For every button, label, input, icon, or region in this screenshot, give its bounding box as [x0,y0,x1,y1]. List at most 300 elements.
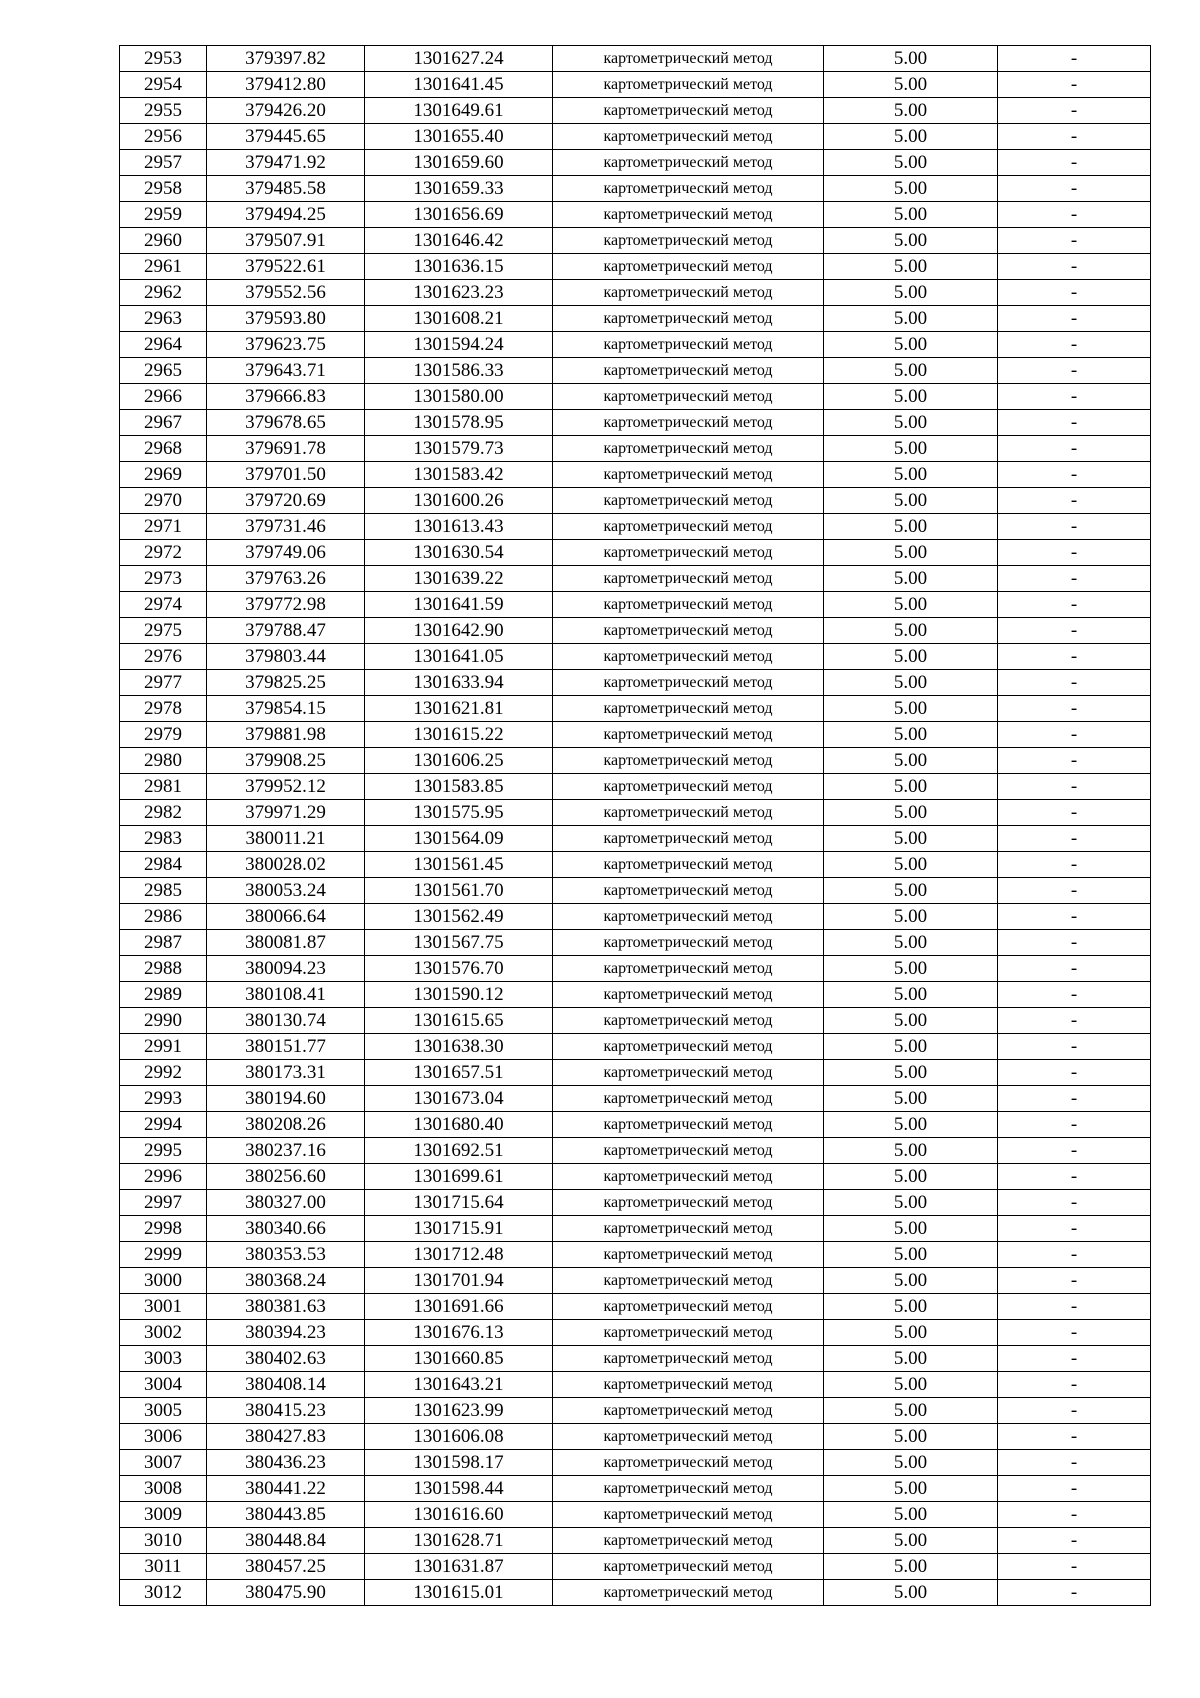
description-cell: - [998,1424,1151,1450]
y-coordinate-cell: 1301586.33 [365,358,553,384]
y-coordinate-cell: 1301580.00 [365,384,553,410]
description-cell: - [998,774,1151,800]
accuracy-cell: 5.00 [824,1268,998,1294]
method-cell: картометрический метод [553,254,824,280]
method-cell: картометрический метод [553,930,824,956]
coordinates-table-body [120,46,1151,1606]
accuracy-cell: 5.00 [824,1164,998,1190]
y-coordinate-cell: 1301641.59 [365,592,553,618]
y-coordinate-cell: 1301594.24 [365,332,553,358]
method-cell: картометрический метод [553,306,824,332]
table-row [120,1086,1151,1112]
table-row [120,644,1151,670]
x-coordinate-cell: 380427.83 [207,1424,365,1450]
accuracy-cell: 5.00 [824,254,998,280]
y-coordinate-cell: 1301606.08 [365,1424,553,1450]
description-cell: - [998,1294,1151,1320]
table-row [120,1346,1151,1372]
accuracy-cell: 5.00 [824,1528,998,1554]
x-coordinate-cell: 379720.69 [207,488,365,514]
accuracy-cell: 5.00 [824,124,998,150]
point-number-cell: 2992 [120,1060,207,1086]
method-cell: картометрический метод [553,124,824,150]
description-cell: - [998,1528,1151,1554]
description-cell: - [998,852,1151,878]
point-number-cell: 2966 [120,384,207,410]
table-row [120,488,1151,514]
point-number-cell: 2995 [120,1138,207,1164]
y-coordinate-cell: 1301633.94 [365,670,553,696]
table-row [120,514,1151,540]
description-cell: - [998,1346,1151,1372]
accuracy-cell: 5.00 [824,514,998,540]
point-number-cell: 3012 [120,1580,207,1606]
method-cell: картометрический метод [553,1502,824,1528]
x-coordinate-cell: 380208.26 [207,1112,365,1138]
y-coordinate-cell: 1301639.22 [365,566,553,592]
y-coordinate-cell: 1301623.23 [365,280,553,306]
table-row [120,1112,1151,1138]
accuracy-cell: 5.00 [824,1138,998,1164]
y-coordinate-cell: 1301673.04 [365,1086,553,1112]
x-coordinate-cell: 380441.22 [207,1476,365,1502]
y-coordinate-cell: 1301615.22 [365,722,553,748]
y-coordinate-cell: 1301598.44 [365,1476,553,1502]
table-row [120,1320,1151,1346]
y-coordinate-cell: 1301613.43 [365,514,553,540]
method-cell: картометрический метод [553,1060,824,1086]
y-coordinate-cell: 1301659.33 [365,176,553,202]
accuracy-cell: 5.00 [824,410,998,436]
x-coordinate-cell: 380237.16 [207,1138,365,1164]
table-row [120,280,1151,306]
method-cell: картометрический метод [553,1528,824,1554]
accuracy-cell: 5.00 [824,800,998,826]
accuracy-cell: 5.00 [824,488,998,514]
point-number-cell: 2973 [120,566,207,592]
method-cell: картометрический метод [553,462,824,488]
method-cell: картометрический метод [553,1112,824,1138]
point-number-cell: 2964 [120,332,207,358]
description-cell: - [998,696,1151,722]
y-coordinate-cell: 1301575.95 [365,800,553,826]
point-number-cell: 2993 [120,1086,207,1112]
method-cell: картометрический метод [553,540,824,566]
accuracy-cell: 5.00 [824,72,998,98]
accuracy-cell: 5.00 [824,462,998,488]
description-cell: - [998,930,1151,956]
table-row [120,1138,1151,1164]
accuracy-cell: 5.00 [824,1294,998,1320]
point-number-cell: 3009 [120,1502,207,1528]
accuracy-cell: 5.00 [824,1372,998,1398]
method-cell: картометрический метод [553,332,824,358]
method-cell: картометрический метод [553,1216,824,1242]
point-number-cell: 2957 [120,150,207,176]
description-cell: - [998,1320,1151,1346]
method-cell: картометрический метод [553,592,824,618]
y-coordinate-cell: 1301630.54 [365,540,553,566]
method-cell: картометрический метод [553,228,824,254]
method-cell: картометрический метод [553,1424,824,1450]
table-row [120,1476,1151,1502]
table-row [120,800,1151,826]
y-coordinate-cell: 1301699.61 [365,1164,553,1190]
point-number-cell: 2994 [120,1112,207,1138]
y-coordinate-cell: 1301576.70 [365,956,553,982]
method-cell: картометрический метод [553,1034,824,1060]
table-row [120,592,1151,618]
description-cell: - [998,176,1151,202]
x-coordinate-cell: 380457.25 [207,1554,365,1580]
description-cell: - [998,1216,1151,1242]
description-cell: - [998,150,1151,176]
point-number-cell: 3011 [120,1554,207,1580]
description-cell: - [998,1580,1151,1606]
y-coordinate-cell: 1301590.12 [365,982,553,1008]
y-coordinate-cell: 1301579.73 [365,436,553,462]
x-coordinate-cell: 380173.31 [207,1060,365,1086]
method-cell: картометрический метод [553,46,824,72]
point-number-cell: 2961 [120,254,207,280]
accuracy-cell: 5.00 [824,1398,998,1424]
y-coordinate-cell: 1301638.30 [365,1034,553,1060]
y-coordinate-cell: 1301631.87 [365,1554,553,1580]
x-coordinate-cell: 380408.14 [207,1372,365,1398]
accuracy-cell: 5.00 [824,436,998,462]
y-coordinate-cell: 1301598.17 [365,1450,553,1476]
method-cell: картометрический метод [553,150,824,176]
description-cell: - [998,332,1151,358]
description-cell: - [998,1008,1151,1034]
x-coordinate-cell: 380194.60 [207,1086,365,1112]
description-cell: - [998,46,1151,72]
method-cell: картометрический метод [553,1268,824,1294]
method-cell: картометрический метод [553,982,824,1008]
method-cell: картометрический метод [553,1398,824,1424]
method-cell: картометрический метод [553,1372,824,1398]
point-number-cell: 2974 [120,592,207,618]
x-coordinate-cell: 379426.20 [207,98,365,124]
x-coordinate-cell: 379908.25 [207,748,365,774]
x-coordinate-cell: 379731.46 [207,514,365,540]
accuracy-cell: 5.00 [824,1476,998,1502]
x-coordinate-cell: 379643.71 [207,358,365,384]
accuracy-cell: 5.00 [824,1112,998,1138]
method-cell: картометрический метод [553,1346,824,1372]
point-number-cell: 2963 [120,306,207,332]
description-cell: - [998,904,1151,930]
x-coordinate-cell: 379522.61 [207,254,365,280]
accuracy-cell: 5.00 [824,306,998,332]
y-coordinate-cell: 1301583.85 [365,774,553,800]
description-cell: - [998,1268,1151,1294]
method-cell: картометрический метод [553,436,824,462]
table-row [120,46,1151,72]
x-coordinate-cell: 380094.23 [207,956,365,982]
description-cell: - [998,280,1151,306]
point-number-cell: 2953 [120,46,207,72]
method-cell: картометрический метод [553,1086,824,1112]
accuracy-cell: 5.00 [824,540,998,566]
y-coordinate-cell: 1301656.69 [365,202,553,228]
accuracy-cell: 5.00 [824,280,998,306]
y-coordinate-cell: 1301655.40 [365,124,553,150]
y-coordinate-cell: 1301627.24 [365,46,553,72]
table-row [120,1060,1151,1086]
table-row [120,228,1151,254]
x-coordinate-cell: 380066.64 [207,904,365,930]
description-cell: - [998,358,1151,384]
point-number-cell: 2968 [120,436,207,462]
x-coordinate-cell: 380028.02 [207,852,365,878]
accuracy-cell: 5.00 [824,774,998,800]
y-coordinate-cell: 1301715.64 [365,1190,553,1216]
description-cell: - [998,722,1151,748]
x-coordinate-cell: 380415.23 [207,1398,365,1424]
point-number-cell: 2972 [120,540,207,566]
description-cell: - [998,618,1151,644]
table-row [120,566,1151,592]
accuracy-cell: 5.00 [824,1034,998,1060]
x-coordinate-cell: 379623.75 [207,332,365,358]
point-number-cell: 2980 [120,748,207,774]
accuracy-cell: 5.00 [824,1554,998,1580]
x-coordinate-cell: 380394.23 [207,1320,365,1346]
description-cell: - [998,488,1151,514]
accuracy-cell: 5.00 [824,384,998,410]
method-cell: картометрический метод [553,904,824,930]
x-coordinate-cell: 379825.25 [207,670,365,696]
table-row [120,1294,1151,1320]
description-cell: - [998,592,1151,618]
table-row [120,1450,1151,1476]
point-number-cell: 2965 [120,358,207,384]
point-number-cell: 2954 [120,72,207,98]
table-row [120,72,1151,98]
point-number-cell: 2997 [120,1190,207,1216]
point-number-cell: 3003 [120,1346,207,1372]
point-number-cell: 2962 [120,280,207,306]
description-cell: - [998,384,1151,410]
x-coordinate-cell: 380340.66 [207,1216,365,1242]
x-coordinate-cell: 379952.12 [207,774,365,800]
table-row [120,462,1151,488]
accuracy-cell: 5.00 [824,1008,998,1034]
point-number-cell: 2990 [120,1008,207,1034]
y-coordinate-cell: 1301641.05 [365,644,553,670]
y-coordinate-cell: 1301692.51 [365,1138,553,1164]
point-number-cell: 2958 [120,176,207,202]
method-cell: картометрический метод [553,488,824,514]
method-cell: картометрический метод [553,202,824,228]
description-cell: - [998,462,1151,488]
point-number-cell: 2967 [120,410,207,436]
point-number-cell: 3004 [120,1372,207,1398]
coordinates-table [119,45,1151,1606]
description-cell: - [998,670,1151,696]
x-coordinate-cell: 379854.15 [207,696,365,722]
x-coordinate-cell: 379552.56 [207,280,365,306]
y-coordinate-cell: 1301600.26 [365,488,553,514]
x-coordinate-cell: 379593.80 [207,306,365,332]
table-row [120,852,1151,878]
description-cell: - [998,436,1151,462]
table-row [120,306,1151,332]
description-cell: - [998,254,1151,280]
table-row [120,670,1151,696]
table-row [120,98,1151,124]
description-cell: - [998,566,1151,592]
accuracy-cell: 5.00 [824,1346,998,1372]
description-cell: - [998,982,1151,1008]
description-cell: - [998,1112,1151,1138]
table-row [120,540,1151,566]
accuracy-cell: 5.00 [824,1580,998,1606]
point-number-cell: 3010 [120,1528,207,1554]
method-cell: картометрический метод [553,358,824,384]
method-cell: картометрический метод [553,956,824,982]
x-coordinate-cell: 379788.47 [207,618,365,644]
description-cell: - [998,956,1151,982]
x-coordinate-cell: 379485.58 [207,176,365,202]
description-cell: - [998,1034,1151,1060]
x-coordinate-cell: 380081.87 [207,930,365,956]
point-number-cell: 2975 [120,618,207,644]
table-row [120,982,1151,1008]
table-row [120,930,1151,956]
x-coordinate-cell: 379666.83 [207,384,365,410]
point-number-cell: 2981 [120,774,207,800]
table-row [120,254,1151,280]
y-coordinate-cell: 1301564.09 [365,826,553,852]
y-coordinate-cell: 1301578.95 [365,410,553,436]
description-cell: - [998,410,1151,436]
description-cell: - [998,1138,1151,1164]
method-cell: картометрический метод [553,410,824,436]
table-row [120,618,1151,644]
table-row [120,696,1151,722]
table-row [120,410,1151,436]
method-cell: картометрический метод [553,878,824,904]
accuracy-cell: 5.00 [824,592,998,618]
accuracy-cell: 5.00 [824,826,998,852]
accuracy-cell: 5.00 [824,1190,998,1216]
accuracy-cell: 5.00 [824,670,998,696]
accuracy-cell: 5.00 [824,722,998,748]
description-cell: - [998,306,1151,332]
y-coordinate-cell: 1301636.15 [365,254,553,280]
description-cell: - [998,1164,1151,1190]
y-coordinate-cell: 1301660.85 [365,1346,553,1372]
description-cell: - [998,1476,1151,1502]
x-coordinate-cell: 380327.00 [207,1190,365,1216]
method-cell: картометрический метод [553,722,824,748]
point-number-cell: 2987 [120,930,207,956]
accuracy-cell: 5.00 [824,930,998,956]
description-cell: - [998,540,1151,566]
point-number-cell: 3007 [120,1450,207,1476]
method-cell: картометрический метод [553,280,824,306]
description-cell: - [998,1060,1151,1086]
y-coordinate-cell: 1301712.48 [365,1242,553,1268]
method-cell: картометрический метод [553,1138,824,1164]
accuracy-cell: 5.00 [824,46,998,72]
table-row [120,722,1151,748]
y-coordinate-cell: 1301643.21 [365,1372,553,1398]
y-coordinate-cell: 1301657.51 [365,1060,553,1086]
description-cell: - [998,514,1151,540]
y-coordinate-cell: 1301680.40 [365,1112,553,1138]
table-row [120,826,1151,852]
point-number-cell: 2996 [120,1164,207,1190]
accuracy-cell: 5.00 [824,852,998,878]
point-number-cell: 3000 [120,1268,207,1294]
method-cell: картометрический метод [553,98,824,124]
accuracy-cell: 5.00 [824,1086,998,1112]
y-coordinate-cell: 1301642.90 [365,618,553,644]
y-coordinate-cell: 1301608.21 [365,306,553,332]
point-number-cell: 2991 [120,1034,207,1060]
y-coordinate-cell: 1301583.42 [365,462,553,488]
point-number-cell: 2983 [120,826,207,852]
description-cell: - [998,1502,1151,1528]
accuracy-cell: 5.00 [824,332,998,358]
method-cell: картометрический метод [553,800,824,826]
method-cell: картометрический метод [553,1294,824,1320]
accuracy-cell: 5.00 [824,1424,998,1450]
accuracy-cell: 5.00 [824,228,998,254]
table-row [120,1268,1151,1294]
accuracy-cell: 5.00 [824,644,998,670]
x-coordinate-cell: 380475.90 [207,1580,365,1606]
table-row [120,436,1151,462]
y-coordinate-cell: 1301641.45 [365,72,553,98]
point-number-cell: 3005 [120,1398,207,1424]
method-cell: картометрический метод [553,72,824,98]
accuracy-cell: 5.00 [824,748,998,774]
description-cell: - [998,98,1151,124]
table-row [120,956,1151,982]
point-number-cell: 2985 [120,878,207,904]
method-cell: картометрический метод [553,1554,824,1580]
y-coordinate-cell: 1301676.13 [365,1320,553,1346]
method-cell: картометрический метод [553,644,824,670]
method-cell: картометрический метод [553,748,824,774]
x-coordinate-cell: 379772.98 [207,592,365,618]
y-coordinate-cell: 1301659.60 [365,150,553,176]
point-number-cell: 2999 [120,1242,207,1268]
x-coordinate-cell: 380448.84 [207,1528,365,1554]
table-row [120,384,1151,410]
accuracy-cell: 5.00 [824,904,998,930]
description-cell: - [998,748,1151,774]
accuracy-cell: 5.00 [824,956,998,982]
description-cell: - [998,826,1151,852]
table-row [120,1580,1151,1606]
point-number-cell: 2955 [120,98,207,124]
y-coordinate-cell: 1301606.25 [365,748,553,774]
table-row [120,1502,1151,1528]
method-cell: картометрический метод [553,1476,824,1502]
description-cell: - [998,800,1151,826]
x-coordinate-cell: 380353.53 [207,1242,365,1268]
method-cell: картометрический метод [553,826,824,852]
method-cell: картометрический метод [553,1580,824,1606]
method-cell: картометрический метод [553,670,824,696]
point-number-cell: 3008 [120,1476,207,1502]
x-coordinate-cell: 379507.91 [207,228,365,254]
